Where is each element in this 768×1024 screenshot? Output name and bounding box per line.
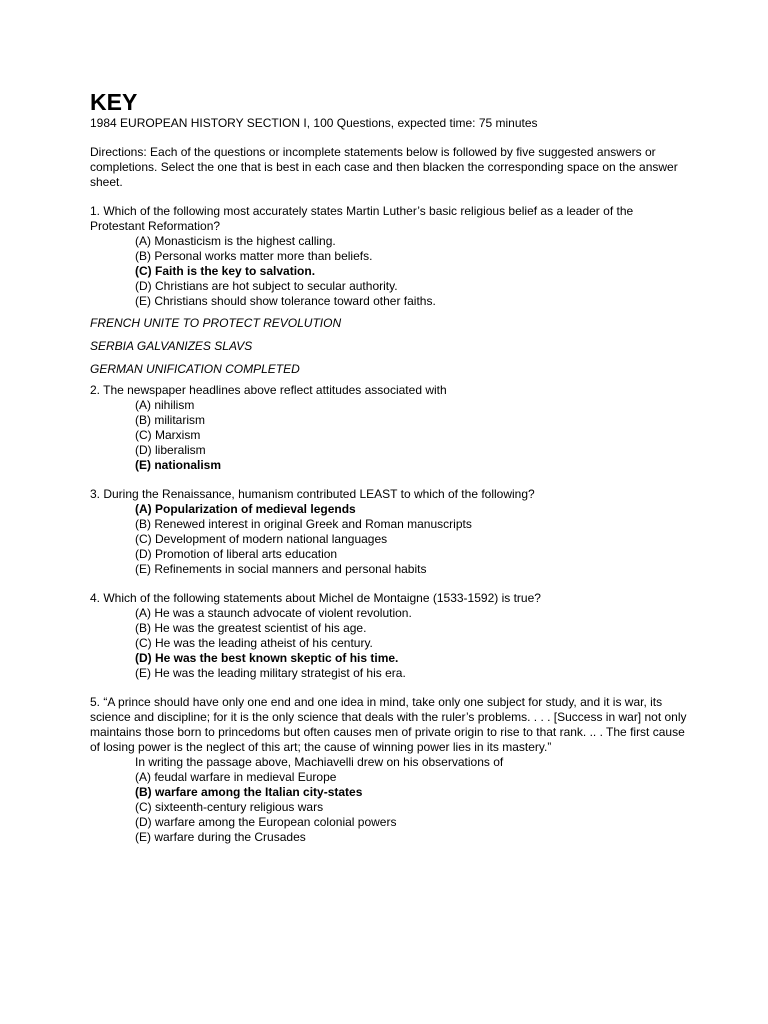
question-stem: 5. “A prince should have only one end and one idea in mind, take only one subject for study, and it is war, its science and discipline; for it is the only science that deals with the ruler’s problems. . . . [Success in war] not only maintains those born to princedoms but often causes men of private origin to rise to that rank. .. . The first cause of losing power is the neglect of this art; the cause of winning power lies in its mastery.”	[90, 695, 687, 754]
answer-options	[90, 770, 690, 845]
correct-answer-option: (C) Faith is the key to salvation.	[135, 264, 316, 278]
newspaper-headline: SERBIA GALVANIZES SLAVS	[90, 339, 253, 353]
answer-option: (C) Development of modern national languages	[135, 532, 388, 546]
correct-answer-option: (E) nationalism	[135, 458, 222, 472]
answer-option: (D) Promotion of liberal arts education	[135, 547, 338, 561]
answer-option: (B) Personal works matter more than beliefs.	[135, 249, 373, 263]
answer-option: (B) Renewed interest in original Greek and Roman manuscripts	[135, 517, 472, 531]
answer-option: (B) He was the greatest scientist of his age.	[135, 621, 367, 635]
exam-subtitle: 1984 EUROPEAN HISTORY SECTION I, 100 Questions, expected time: 75 minutes	[90, 116, 538, 130]
question-2	[90, 383, 690, 473]
answer-option: (A) He was a staunch advocate of violent revolution.	[135, 606, 412, 620]
correct-answer-option: (B) warfare among the Italian city-states	[135, 785, 363, 799]
answer-option: (A) nihilism	[135, 398, 195, 412]
key-heading: KEY	[90, 89, 138, 115]
answer-option: (C) Marxism	[135, 428, 201, 442]
answer-option: (E) warfare during the Crusades	[135, 830, 306, 844]
answer-option: (C) He was the leading atheist of his century.	[135, 636, 373, 650]
question-4	[90, 591, 690, 681]
question-5	[90, 695, 690, 845]
answer-option: (A) feudal warfare in medieval Europe	[135, 770, 337, 784]
answer-options	[90, 502, 690, 577]
question-lead: In writing the passage above, Machiavelli drew on his observations of	[135, 755, 504, 769]
question-stem: 2. The newspaper headlines above reflect attitudes associated with	[90, 383, 447, 397]
question-3	[90, 487, 690, 577]
correct-answer-option: (D) He was the best known skeptic of his time.	[135, 651, 399, 665]
answer-option: (E) Christians should show tolerance toward other faiths.	[135, 294, 436, 308]
question-stem: 1. Which of the following most accurately states Martin Luther’s basic religious belief as a leader of the Protestant Reformation?	[90, 204, 634, 233]
answer-options	[90, 606, 690, 681]
answer-option: (D) liberalism	[135, 443, 206, 457]
answer-option: (B) militarism	[135, 413, 205, 427]
question-stem: 3. During the Renaissance, humanism contributed LEAST to which of the following?	[90, 487, 535, 501]
newspaper-headline: FRENCH UNITE TO PROTECT REVOLUTION	[90, 316, 342, 330]
answer-option: (D) Christians are hot subject to secular authority.	[135, 279, 398, 293]
answer-option: (D) warfare among the European colonial powers	[135, 815, 397, 829]
correct-answer-option: (A) Popularization of medieval legends	[135, 502, 356, 516]
directions-text: Directions: Each of the questions or incomplete statements below is followed by five suggested answers or completions. Select the one that is best in each case and then blacken the corresponding space on the answer sheet.	[90, 145, 678, 189]
newspaper-headline: GERMAN UNIFICATION COMPLETED	[90, 362, 300, 376]
answer-option: (A) Monasticism is the highest calling.	[135, 234, 336, 248]
answer-options	[90, 234, 690, 309]
answer-key-document	[90, 90, 690, 845]
question-1	[90, 204, 690, 309]
answer-options	[90, 398, 690, 473]
answer-option: (E) He was the leading military strategist of his era.	[135, 666, 406, 680]
question-stem: 4. Which of the following statements about Michel de Montaigne (1533-1592) is true?	[90, 591, 541, 605]
answer-option: (C) sixteenth-century religious wars	[135, 800, 324, 814]
answer-option: (E) Refinements in social manners and personal habits	[135, 562, 427, 576]
